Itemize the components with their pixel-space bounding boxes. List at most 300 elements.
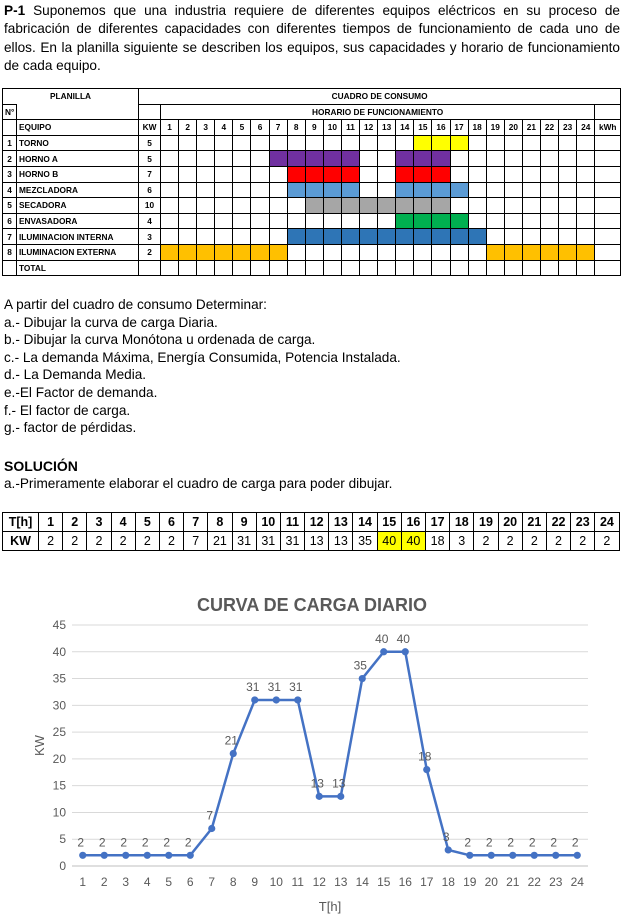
schedule-cell bbox=[450, 198, 468, 214]
data-label: 2 bbox=[120, 835, 128, 850]
data-point bbox=[165, 852, 172, 859]
data-label: 31 bbox=[267, 679, 281, 694]
schedule-cell bbox=[360, 166, 378, 182]
schedule-cell bbox=[559, 151, 577, 167]
x-tick-label: 15 bbox=[377, 875, 391, 889]
schedule-cell bbox=[468, 213, 486, 229]
total-cell bbox=[577, 260, 595, 276]
data-label: 2 bbox=[141, 835, 149, 850]
equipment-row bbox=[3, 229, 621, 245]
schedule-cell bbox=[577, 182, 595, 198]
schedule-cell bbox=[341, 182, 359, 198]
schedule-cell bbox=[305, 151, 323, 167]
x-tick-label: 5 bbox=[165, 875, 173, 889]
hour-cell: 17 bbox=[426, 513, 450, 532]
kw-cell: 40 bbox=[377, 532, 401, 551]
schedule-cell bbox=[233, 151, 251, 167]
time-row-header: T[h] bbox=[3, 513, 39, 532]
kw-cell: 2 bbox=[546, 532, 570, 551]
schedule-cell bbox=[522, 166, 540, 182]
y-tick-label: 5 bbox=[59, 832, 66, 847]
kwh-cell bbox=[595, 229, 621, 245]
data-label: 2 bbox=[98, 835, 106, 850]
data-point bbox=[445, 846, 452, 853]
schedule-cell bbox=[522, 229, 540, 245]
equipment-name: MEZCLADORA bbox=[17, 182, 139, 198]
total-cell bbox=[179, 260, 197, 276]
data-point bbox=[574, 852, 581, 859]
schedule-cell bbox=[323, 229, 341, 245]
schedule-cell bbox=[414, 198, 432, 214]
data-point bbox=[488, 852, 495, 859]
data-label: 21 bbox=[224, 733, 238, 748]
x-tick-label: 20 bbox=[484, 875, 498, 889]
schedule-cell bbox=[161, 135, 179, 151]
total-cell bbox=[341, 260, 359, 276]
equipment-number: 5 bbox=[3, 198, 17, 214]
data-label: 40 bbox=[396, 631, 410, 646]
y-axis-label: KW bbox=[32, 735, 47, 756]
schedule-cell bbox=[360, 151, 378, 167]
hour-header: 23 bbox=[559, 120, 577, 136]
schedule-cell bbox=[269, 198, 287, 214]
series-line bbox=[83, 652, 578, 856]
hour-header: 8 bbox=[287, 120, 305, 136]
schedule-cell bbox=[450, 182, 468, 198]
schedule-cell bbox=[522, 198, 540, 214]
schedule-cell bbox=[414, 135, 432, 151]
hour-header: 24 bbox=[577, 120, 595, 136]
schedule-cell bbox=[378, 182, 396, 198]
schedule-cell bbox=[360, 182, 378, 198]
kw-cell: 2 bbox=[571, 532, 595, 551]
total-cell bbox=[414, 260, 432, 276]
kwh-cell bbox=[595, 151, 621, 167]
x-tick-label: 14 bbox=[355, 875, 369, 889]
kw-cell: 40 bbox=[401, 532, 425, 551]
hour-cell: 20 bbox=[498, 513, 522, 532]
schedule-cell bbox=[251, 166, 269, 182]
x-tick-label: 21 bbox=[506, 875, 520, 889]
schedule-cell bbox=[396, 166, 414, 182]
hour-cell: 18 bbox=[450, 513, 474, 532]
schedule-cell bbox=[378, 213, 396, 229]
total-cell bbox=[287, 260, 305, 276]
x-tick-label: 17 bbox=[420, 875, 434, 889]
schedule-cell bbox=[161, 198, 179, 214]
schedule-cell bbox=[468, 229, 486, 245]
schedule-cell bbox=[341, 135, 359, 151]
schedule-cell bbox=[215, 198, 233, 214]
total-cell bbox=[468, 260, 486, 276]
data-point bbox=[316, 793, 323, 800]
hour-cell: 9 bbox=[232, 513, 256, 532]
equipment-kw: 6 bbox=[139, 182, 161, 198]
data-point bbox=[294, 696, 301, 703]
kw-cell: 13 bbox=[305, 532, 329, 551]
schedule-cell bbox=[251, 198, 269, 214]
total-cell bbox=[323, 260, 341, 276]
x-tick-label: 22 bbox=[527, 875, 541, 889]
planilla-table bbox=[2, 88, 621, 276]
load-table bbox=[2, 512, 620, 551]
hour-header: 12 bbox=[360, 120, 378, 136]
hour-header: 20 bbox=[504, 120, 522, 136]
schedule-cell bbox=[559, 166, 577, 182]
schedule-cell bbox=[559, 244, 577, 260]
equipment-name: ILUMINACION INTERNA bbox=[17, 229, 139, 245]
data-label: 2 bbox=[163, 835, 171, 850]
schedule-cell bbox=[540, 213, 558, 229]
schedule-cell bbox=[197, 213, 215, 229]
question-item: a.- Dibujar la curva de carga Diaria. bbox=[4, 314, 218, 330]
schedule-cell bbox=[197, 198, 215, 214]
kw-row-header: KW bbox=[3, 532, 39, 551]
problem-text: Suponemos que una industria requiere de diferentes equipos eléctricos en su proceso de fabricación de diferentes capacidades con diferentes tiempos de funcionamiento de cada uno de ellos. En la planilla siguiente se describen los equipos, sus capacidades y horario de funcionamiento de cada equipo. bbox=[4, 3, 620, 74]
kw-cell: 7 bbox=[184, 532, 208, 551]
schedule-cell bbox=[197, 166, 215, 182]
equipment-kw: 5 bbox=[139, 151, 161, 167]
data-label: 3 bbox=[442, 829, 450, 844]
equipment-name: HORNO A bbox=[17, 151, 139, 167]
kwh-cell bbox=[595, 198, 621, 214]
problem-label: P-1 bbox=[4, 3, 26, 18]
x-tick-label: 23 bbox=[549, 875, 563, 889]
kw-cell: 2 bbox=[39, 532, 63, 551]
kw-cell: 2 bbox=[63, 532, 87, 551]
total-cell bbox=[522, 260, 540, 276]
data-point bbox=[208, 825, 215, 832]
hour-header: 10 bbox=[323, 120, 341, 136]
solution-title: SOLUCIÓN bbox=[4, 458, 78, 474]
data-point bbox=[466, 852, 473, 859]
schedule-cell bbox=[269, 182, 287, 198]
schedule-cell bbox=[323, 182, 341, 198]
equipment-number: 6 bbox=[3, 213, 17, 229]
hour-header: 14 bbox=[396, 120, 414, 136]
data-label: 2 bbox=[550, 835, 558, 850]
schedule-cell bbox=[287, 151, 305, 167]
hour-header: 16 bbox=[432, 120, 450, 136]
hour-cell: 16 bbox=[401, 513, 425, 532]
hour-cell: 1 bbox=[39, 513, 63, 532]
schedule-cell bbox=[414, 151, 432, 167]
schedule-cell bbox=[414, 229, 432, 245]
schedule-cell bbox=[287, 166, 305, 182]
schedule-cell bbox=[323, 151, 341, 167]
data-label: 2 bbox=[507, 835, 515, 850]
schedule-cell bbox=[251, 135, 269, 151]
schedule-cell bbox=[378, 166, 396, 182]
schedule-cell bbox=[504, 198, 522, 214]
data-point bbox=[273, 696, 280, 703]
schedule-cell bbox=[577, 166, 595, 182]
x-tick-label: 13 bbox=[334, 875, 348, 889]
schedule-cell bbox=[179, 198, 197, 214]
schedule-cell bbox=[486, 198, 504, 214]
equipment-number: 8 bbox=[3, 244, 17, 260]
schedule-cell bbox=[577, 135, 595, 151]
schedule-cell bbox=[432, 166, 450, 182]
schedule-cell bbox=[378, 135, 396, 151]
schedule-cell bbox=[305, 166, 323, 182]
schedule-cell bbox=[450, 213, 468, 229]
schedule-cell bbox=[559, 135, 577, 151]
schedule-cell bbox=[378, 244, 396, 260]
schedule-cell bbox=[577, 213, 595, 229]
load-curve-chart bbox=[0, 585, 624, 917]
total-cell bbox=[450, 260, 468, 276]
total-cell bbox=[595, 260, 621, 276]
hour-header: 7 bbox=[269, 120, 287, 136]
total-cell bbox=[215, 260, 233, 276]
hour-cell: 5 bbox=[135, 513, 159, 532]
data-point bbox=[79, 852, 86, 859]
schedule-cell bbox=[233, 135, 251, 151]
question-item: b.- Dibujar la curva Monótona u ordenada de carga. bbox=[4, 332, 316, 348]
schedule-cell bbox=[179, 135, 197, 151]
kw-cell: 31 bbox=[232, 532, 256, 551]
y-tick-label: 20 bbox=[52, 751, 66, 766]
hour-cell: 14 bbox=[353, 513, 377, 532]
y-tick-label: 35 bbox=[52, 671, 66, 686]
schedule-cell bbox=[341, 229, 359, 245]
total-cell bbox=[139, 260, 161, 276]
kw-cell: 3 bbox=[450, 532, 474, 551]
x-tick-label: 1 bbox=[79, 875, 87, 889]
schedule-cell bbox=[504, 135, 522, 151]
data-label: 31 bbox=[246, 679, 260, 694]
y-tick-label: 40 bbox=[52, 644, 66, 659]
x-axis-label: T[h] bbox=[318, 899, 342, 914]
schedule-cell bbox=[486, 244, 504, 260]
schedule-cell bbox=[215, 244, 233, 260]
data-point bbox=[122, 852, 129, 859]
kw-cell: 2 bbox=[87, 532, 111, 551]
total-cell bbox=[504, 260, 522, 276]
schedule-cell bbox=[179, 244, 197, 260]
schedule-cell bbox=[161, 244, 179, 260]
horario-title: HORARIO DE FUNCIONAMIENTO bbox=[161, 104, 595, 120]
schedule-cell bbox=[577, 198, 595, 214]
schedule-cell bbox=[305, 182, 323, 198]
data-point bbox=[230, 750, 237, 757]
kw-cell: 2 bbox=[135, 532, 159, 551]
data-label: 13 bbox=[310, 776, 324, 791]
schedule-cell bbox=[341, 213, 359, 229]
data-label: 2 bbox=[77, 835, 85, 850]
kw-cell: 2 bbox=[522, 532, 546, 551]
equipment-name: ENVASADORA bbox=[17, 213, 139, 229]
equipment-name: ILUMINACION EXTERNA bbox=[17, 244, 139, 260]
total-cell bbox=[559, 260, 577, 276]
schedule-cell bbox=[396, 182, 414, 198]
schedule-cell bbox=[396, 229, 414, 245]
schedule-cell bbox=[287, 198, 305, 214]
hour-header: 13 bbox=[378, 120, 396, 136]
schedule-cell bbox=[577, 151, 595, 167]
hour-cell: 4 bbox=[111, 513, 135, 532]
schedule-cell bbox=[468, 151, 486, 167]
total-cell bbox=[360, 260, 378, 276]
equipment-number: 3 bbox=[3, 166, 17, 182]
total-cell bbox=[540, 260, 558, 276]
schedule-cell bbox=[396, 244, 414, 260]
hour-header: 1 bbox=[161, 120, 179, 136]
hour-header: 5 bbox=[233, 120, 251, 136]
y-tick-label: 0 bbox=[59, 859, 66, 873]
schedule-cell bbox=[161, 166, 179, 182]
schedule-cell bbox=[577, 229, 595, 245]
schedule-cell bbox=[414, 166, 432, 182]
hour-header: 6 bbox=[251, 120, 269, 136]
kw-cell: 21 bbox=[208, 532, 232, 551]
hour-cell: 3 bbox=[87, 513, 111, 532]
schedule-cell bbox=[305, 198, 323, 214]
data-label: 40 bbox=[375, 631, 389, 646]
schedule-cell bbox=[341, 166, 359, 182]
kw-cell: 18 bbox=[426, 532, 450, 551]
hour-cell: 7 bbox=[184, 513, 208, 532]
schedule-cell bbox=[504, 213, 522, 229]
schedule-cell bbox=[360, 244, 378, 260]
schedule-cell bbox=[161, 213, 179, 229]
data-point bbox=[144, 852, 151, 859]
blank-cell bbox=[3, 120, 17, 136]
schedule-cell bbox=[559, 213, 577, 229]
equipment-name: TORNO bbox=[17, 135, 139, 151]
schedule-cell bbox=[287, 229, 305, 245]
y-tick-label: 25 bbox=[52, 725, 66, 740]
schedule-cell bbox=[540, 198, 558, 214]
hour-header: 4 bbox=[215, 120, 233, 136]
schedule-cell bbox=[341, 198, 359, 214]
equipment-row bbox=[3, 213, 621, 229]
y-tick-label: 15 bbox=[52, 778, 66, 793]
kw-cell: 31 bbox=[280, 532, 304, 551]
schedule-cell bbox=[504, 151, 522, 167]
question-item: d.- La Demanda Media. bbox=[4, 367, 147, 383]
equipment-row bbox=[3, 182, 621, 198]
schedule-cell bbox=[414, 213, 432, 229]
data-point bbox=[423, 766, 430, 773]
data-label: 2 bbox=[184, 835, 192, 850]
x-tick-label: 11 bbox=[291, 875, 304, 889]
x-tick-label: 7 bbox=[208, 875, 216, 889]
solution-text: a.-Primeramente elaborar el cuadro de carga para poder dibujar. bbox=[4, 476, 393, 491]
hour-cell: 23 bbox=[571, 513, 595, 532]
total-cell bbox=[305, 260, 323, 276]
total-cell bbox=[269, 260, 287, 276]
schedule-cell bbox=[504, 166, 522, 182]
x-tick-label: 9 bbox=[251, 875, 259, 889]
data-point bbox=[251, 696, 258, 703]
schedule-cell bbox=[251, 213, 269, 229]
hour-cell: 8 bbox=[208, 513, 232, 532]
y-tick-label: 45 bbox=[52, 618, 66, 632]
data-label: 35 bbox=[353, 658, 367, 673]
kw-cell: 2 bbox=[595, 532, 619, 551]
schedule-cell bbox=[287, 244, 305, 260]
question-item: e.-El Factor de demanda. bbox=[4, 384, 158, 400]
equipment-number: 7 bbox=[3, 229, 17, 245]
hour-cell: 12 bbox=[305, 513, 329, 532]
equipment-number: 1 bbox=[3, 135, 17, 151]
total-cell bbox=[251, 260, 269, 276]
schedule-cell bbox=[432, 151, 450, 167]
data-point bbox=[402, 648, 409, 655]
data-label: 13 bbox=[332, 776, 346, 791]
equipment-kw: 2 bbox=[139, 244, 161, 260]
schedule-cell bbox=[414, 244, 432, 260]
schedule-cell bbox=[486, 213, 504, 229]
blank-cell bbox=[17, 104, 139, 120]
schedule-cell bbox=[251, 229, 269, 245]
equipment-kw: 3 bbox=[139, 229, 161, 245]
schedule-cell bbox=[540, 244, 558, 260]
hour-cell: 21 bbox=[522, 513, 546, 532]
schedule-cell bbox=[360, 198, 378, 214]
schedule-cell bbox=[197, 244, 215, 260]
schedule-cell bbox=[269, 244, 287, 260]
schedule-cell bbox=[559, 229, 577, 245]
hour-header: 9 bbox=[305, 120, 323, 136]
hour-cell: 6 bbox=[159, 513, 183, 532]
schedule-cell bbox=[287, 182, 305, 198]
kwh-cell bbox=[595, 213, 621, 229]
schedule-cell bbox=[323, 198, 341, 214]
hour-cell: 11 bbox=[280, 513, 304, 532]
schedule-cell bbox=[179, 151, 197, 167]
schedule-cell bbox=[197, 135, 215, 151]
data-point bbox=[380, 648, 387, 655]
hour-header: 18 bbox=[468, 120, 486, 136]
schedule-cell bbox=[559, 198, 577, 214]
x-tick-label: 3 bbox=[122, 875, 130, 889]
schedule-cell bbox=[450, 166, 468, 182]
schedule-cell bbox=[378, 151, 396, 167]
equipment-row bbox=[3, 135, 621, 151]
schedule-cell bbox=[450, 135, 468, 151]
kwh-cell bbox=[595, 182, 621, 198]
hour-cell: 24 bbox=[595, 513, 619, 532]
equipment-row bbox=[3, 244, 621, 260]
equipment-number: 4 bbox=[3, 182, 17, 198]
y-tick-label: 10 bbox=[52, 805, 66, 820]
schedule-cell bbox=[450, 244, 468, 260]
equipment-name: HORNO B bbox=[17, 166, 139, 182]
x-tick-label: 19 bbox=[463, 875, 477, 889]
schedule-cell bbox=[540, 182, 558, 198]
schedule-cell bbox=[522, 151, 540, 167]
data-point bbox=[531, 852, 538, 859]
schedule-cell bbox=[179, 182, 197, 198]
kw-cell: 2 bbox=[498, 532, 522, 551]
schedule-cell bbox=[305, 213, 323, 229]
schedule-cell bbox=[540, 151, 558, 167]
hour-header: 19 bbox=[486, 120, 504, 136]
kwh-header: kWh bbox=[595, 120, 621, 136]
schedule-cell bbox=[161, 182, 179, 198]
schedule-cell bbox=[522, 182, 540, 198]
data-point bbox=[359, 675, 366, 682]
total-cell bbox=[396, 260, 414, 276]
schedule-cell bbox=[486, 182, 504, 198]
x-tick-label: 16 bbox=[398, 875, 412, 889]
hour-cell: 19 bbox=[474, 513, 498, 532]
schedule-cell bbox=[486, 229, 504, 245]
x-tick-label: 4 bbox=[143, 875, 151, 889]
